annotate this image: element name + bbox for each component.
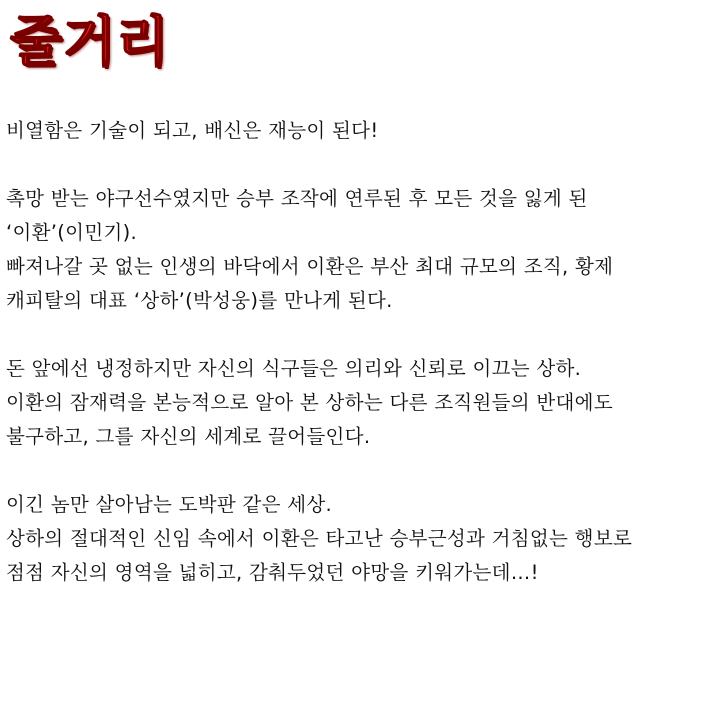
text-line: 이환의 잠재력을 본능적으로 알아 본 상하는 다른 조직원들의 반대에도: [6, 391, 613, 414]
text-line: 이긴 놈만 살아남는 도박판 같은 세상.: [6, 493, 333, 516]
text-line: 불구하고, 그를 자신의 세계로 끌어들인다.: [6, 425, 371, 448]
text-line: 점점 자신의 영역을 넓히고, 감춰두었던 야망을 키워가는데…!: [6, 561, 539, 584]
text-line: 촉망 받는 야구선수였지만 승부 조작에 연루된 후 모든 것을 잃게 된: [6, 187, 588, 210]
text-line: 빠져나갈 곳 없는 인생의 바닥에서 이환은 부산 최대 규모의 조직, 황제: [6, 255, 614, 278]
page-title: 줄거리: [10, 10, 170, 73]
blank-line: [6, 318, 712, 352]
text-line: ‘이환’(이민기).: [6, 221, 137, 244]
text-line: 돈 앞에선 냉정하지만 자신의 식구들은 의리와 신뢰로 이끄는 상하.: [6, 357, 582, 380]
blank-line: [6, 454, 712, 488]
text-line: 캐피탈의 대표 ‘상하’(박성웅)를 만나게 된다.: [6, 289, 393, 312]
blank-line: [6, 148, 712, 182]
synopsis-text: [6, 114, 712, 590]
text-line: 비열함은 기술이 되고, 배신은 재능이 된다!: [6, 119, 379, 142]
text-line: 상하의 절대적인 신임 속에서 이환은 타고난 승부근성과 거침없는 행보로: [6, 527, 633, 550]
